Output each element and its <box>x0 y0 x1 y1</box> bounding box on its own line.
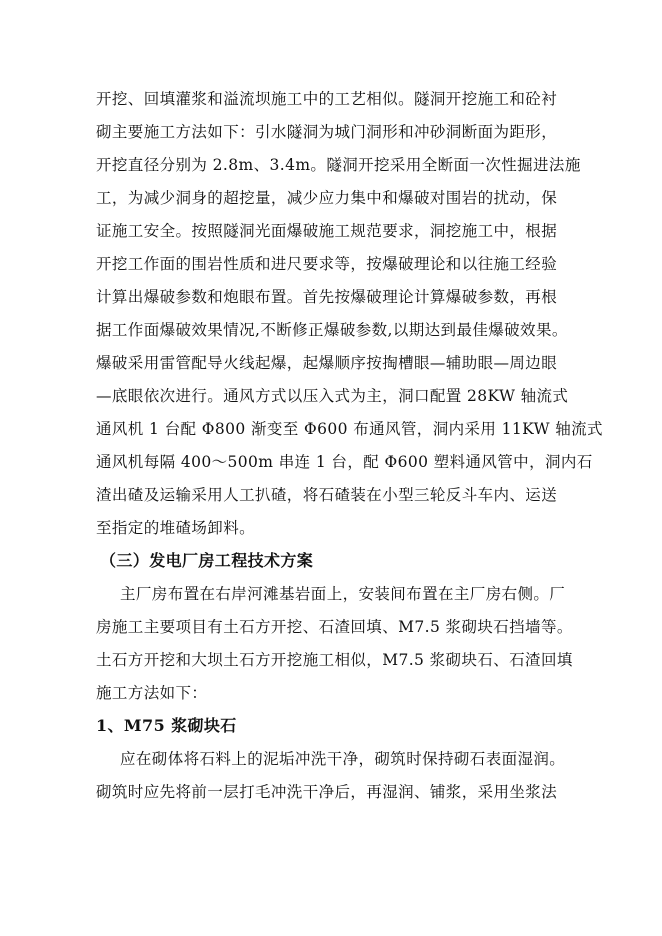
text-line: 房施工主要项目有土石方开挖、石渣回填、M7.5 浆砌块石挡墙等。 <box>96 618 573 636</box>
text-line: 开挖、回填灌浆和溢流坝施工中的工艺相似。隧洞开挖施工和砼衬 <box>96 90 558 108</box>
text-line: 渣出碴及运输采用人工扒碴，将石碴装在小型三轮反斗车内、运送 <box>96 486 558 504</box>
text-line: 通风机 1 台配 Φ800 渐变至 Φ600 布通风管，洞内采用 11KW 轴流式 <box>96 420 603 438</box>
subsection-heading: 1、M75 浆砌块石 <box>96 716 237 735</box>
text-line: 工，为减少洞身的超挖量，减少应力集中和爆破对围岩的扰动，保 <box>96 189 558 207</box>
text-line: 砌筑时应先将前一层打毛冲洗干净后，再湿润、铺浆，采用坐浆法 <box>96 783 558 801</box>
text-line: 施工方法如下： <box>96 684 208 702</box>
text-line: 应在砌体将石料上的泥垢冲洗干净，砌筑时保持砌石表面湿润。 <box>120 750 566 768</box>
text-line: 证施工安全。按照隧洞光面爆破施工规范要求，洞挖施工中，根据 <box>96 222 558 240</box>
text-line: 开挖工作面的围岩性质和进尺要求等，按爆破理论和以往施工经验 <box>96 255 558 273</box>
text-line: 主厂房布置在右岸河滩基岩面上，安装间布置在主厂房右侧。厂 <box>120 585 566 603</box>
text-line: 据工作面爆破效果情况,不断修正爆破参数,以期达到最佳爆破效果。 <box>96 321 568 339</box>
text-line: 至指定的堆碴场卸料。 <box>96 519 256 537</box>
text-line: —底眼依次进行。通风方式以压入式为主，洞口配置 28KW 轴流式 <box>96 387 569 405</box>
text-line: 开挖直径分别为 2.8m、3.4m。隧洞开挖采用全断面一次性掘进法施 <box>96 156 581 174</box>
section-heading: （三）发电厂房工程技术方案 <box>100 551 314 570</box>
text-line: 计算出爆破参数和炮眼布置。首先按爆破理论计算爆破参数，再根 <box>96 288 558 306</box>
text-line: 砌主要施工方法如下：引水隧洞为城门洞形和冲砂洞断面为距形， <box>96 123 558 141</box>
text-line: 土石方开挖和大坝土石方开挖施工相似，M7.5 浆砌块石、石渣回填 <box>96 651 573 669</box>
text-line: 通风机每隔 400～500m 串连 1 台，配 Φ600 塑料通风管中，洞内石 <box>96 453 593 471</box>
text-line: 爆破采用雷管配导火线起爆，起爆顺序按掏槽眼—辅助眼—周边眼 <box>96 354 558 372</box>
